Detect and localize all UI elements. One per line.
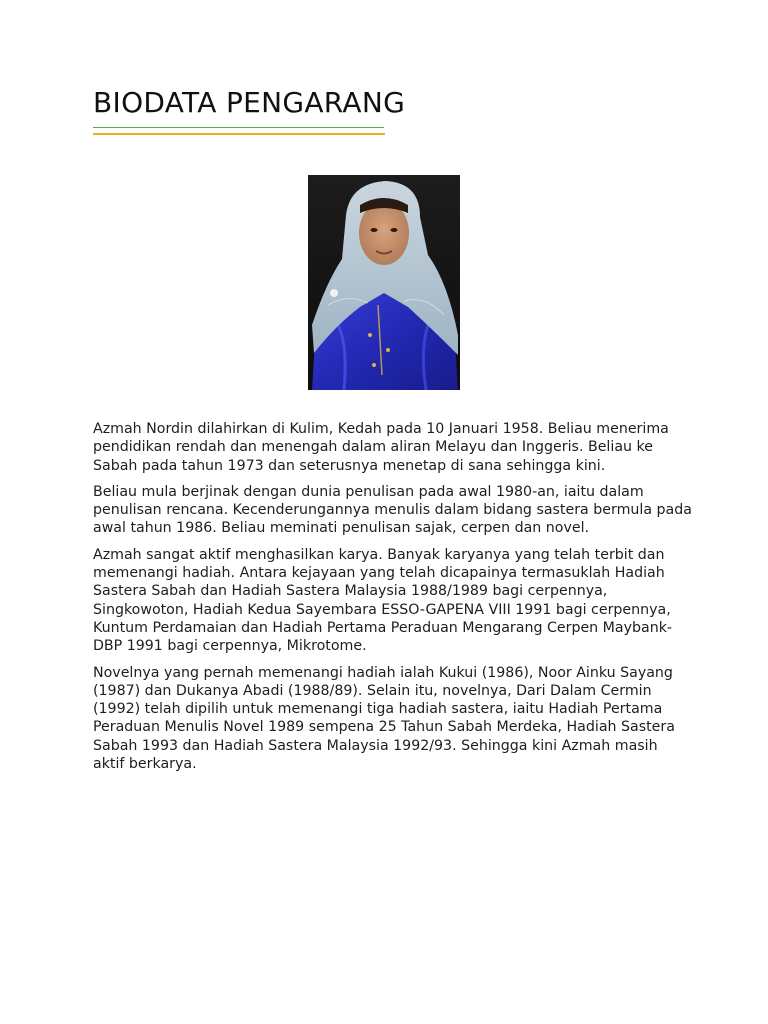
paragraph-2: Beliau mula berjinak dengan dunia penulisan pada awal 1980-an, iaitu dalam penulisan rencana. Kecenderungannya menulis dalam bidang sastera bermula pada awal tahun 1986. Beliau meminati penulisan sajak, cerpen dan novel. (93, 483, 692, 537)
paragraph-4: Novelnya yang pernah memenangi hadiah ialah Kukui (1986), Noor Ainku Sayang (1987) dan Dukanya Abadi (1988/89). Selain itu, novelnya, Dari Dalam Cermin (1992) telah dipilih untuk memenangi tiga hadiah sastera, iaitu Hadiah Pertama Peraduan Menulis Novel 1989 sempena 25 Tahun Sabah Merdeka, Hadiah Sastera Sabah 1993 dan Hadiah Sastera Malaysia 1992/93. Sehingga kini Azmah masih aktif berkarya. (93, 664, 675, 773)
page-title: BIODATA PENGARANG (93, 86, 406, 119)
title-underline-green (93, 127, 384, 128)
paragraph-1: Azmah Nordin dilahirkan di Kulim, Kedah pada 10 Januari 1958. Beliau menerima pendidikan rendah dan menengah dalam aliran Melayu dan Inggeris. Beliau ke Sabah pada tahun 1973 dan seterusnya menetap di sana sehingga kini. (93, 421, 669, 474)
title-underline-yellow (93, 133, 385, 135)
biography-text (93, 420, 693, 781)
author-portrait (308, 175, 460, 390)
paragraph-3: Azmah sangat aktif menghasilkan karya. Banyak karyanya yang telah terbit dan memenangi hadiah. Antara kejayaan yang telah dicapainya termasuklah Hadiah Sastera Sabah dan Hadiah Sastera Malaysia 1988/1989 bagi cerpennya, Singkowoton, Hadiah Kedua Sayembara ESSO-GAPENA VIII 1991 bagi cerpennya, Kuntum Perdamaian dan Hadiah Pertama Peraduan Mengarang Cerpen Maybank-DBP 1991 bagi cerpennya, Mikrotome. (93, 546, 673, 655)
